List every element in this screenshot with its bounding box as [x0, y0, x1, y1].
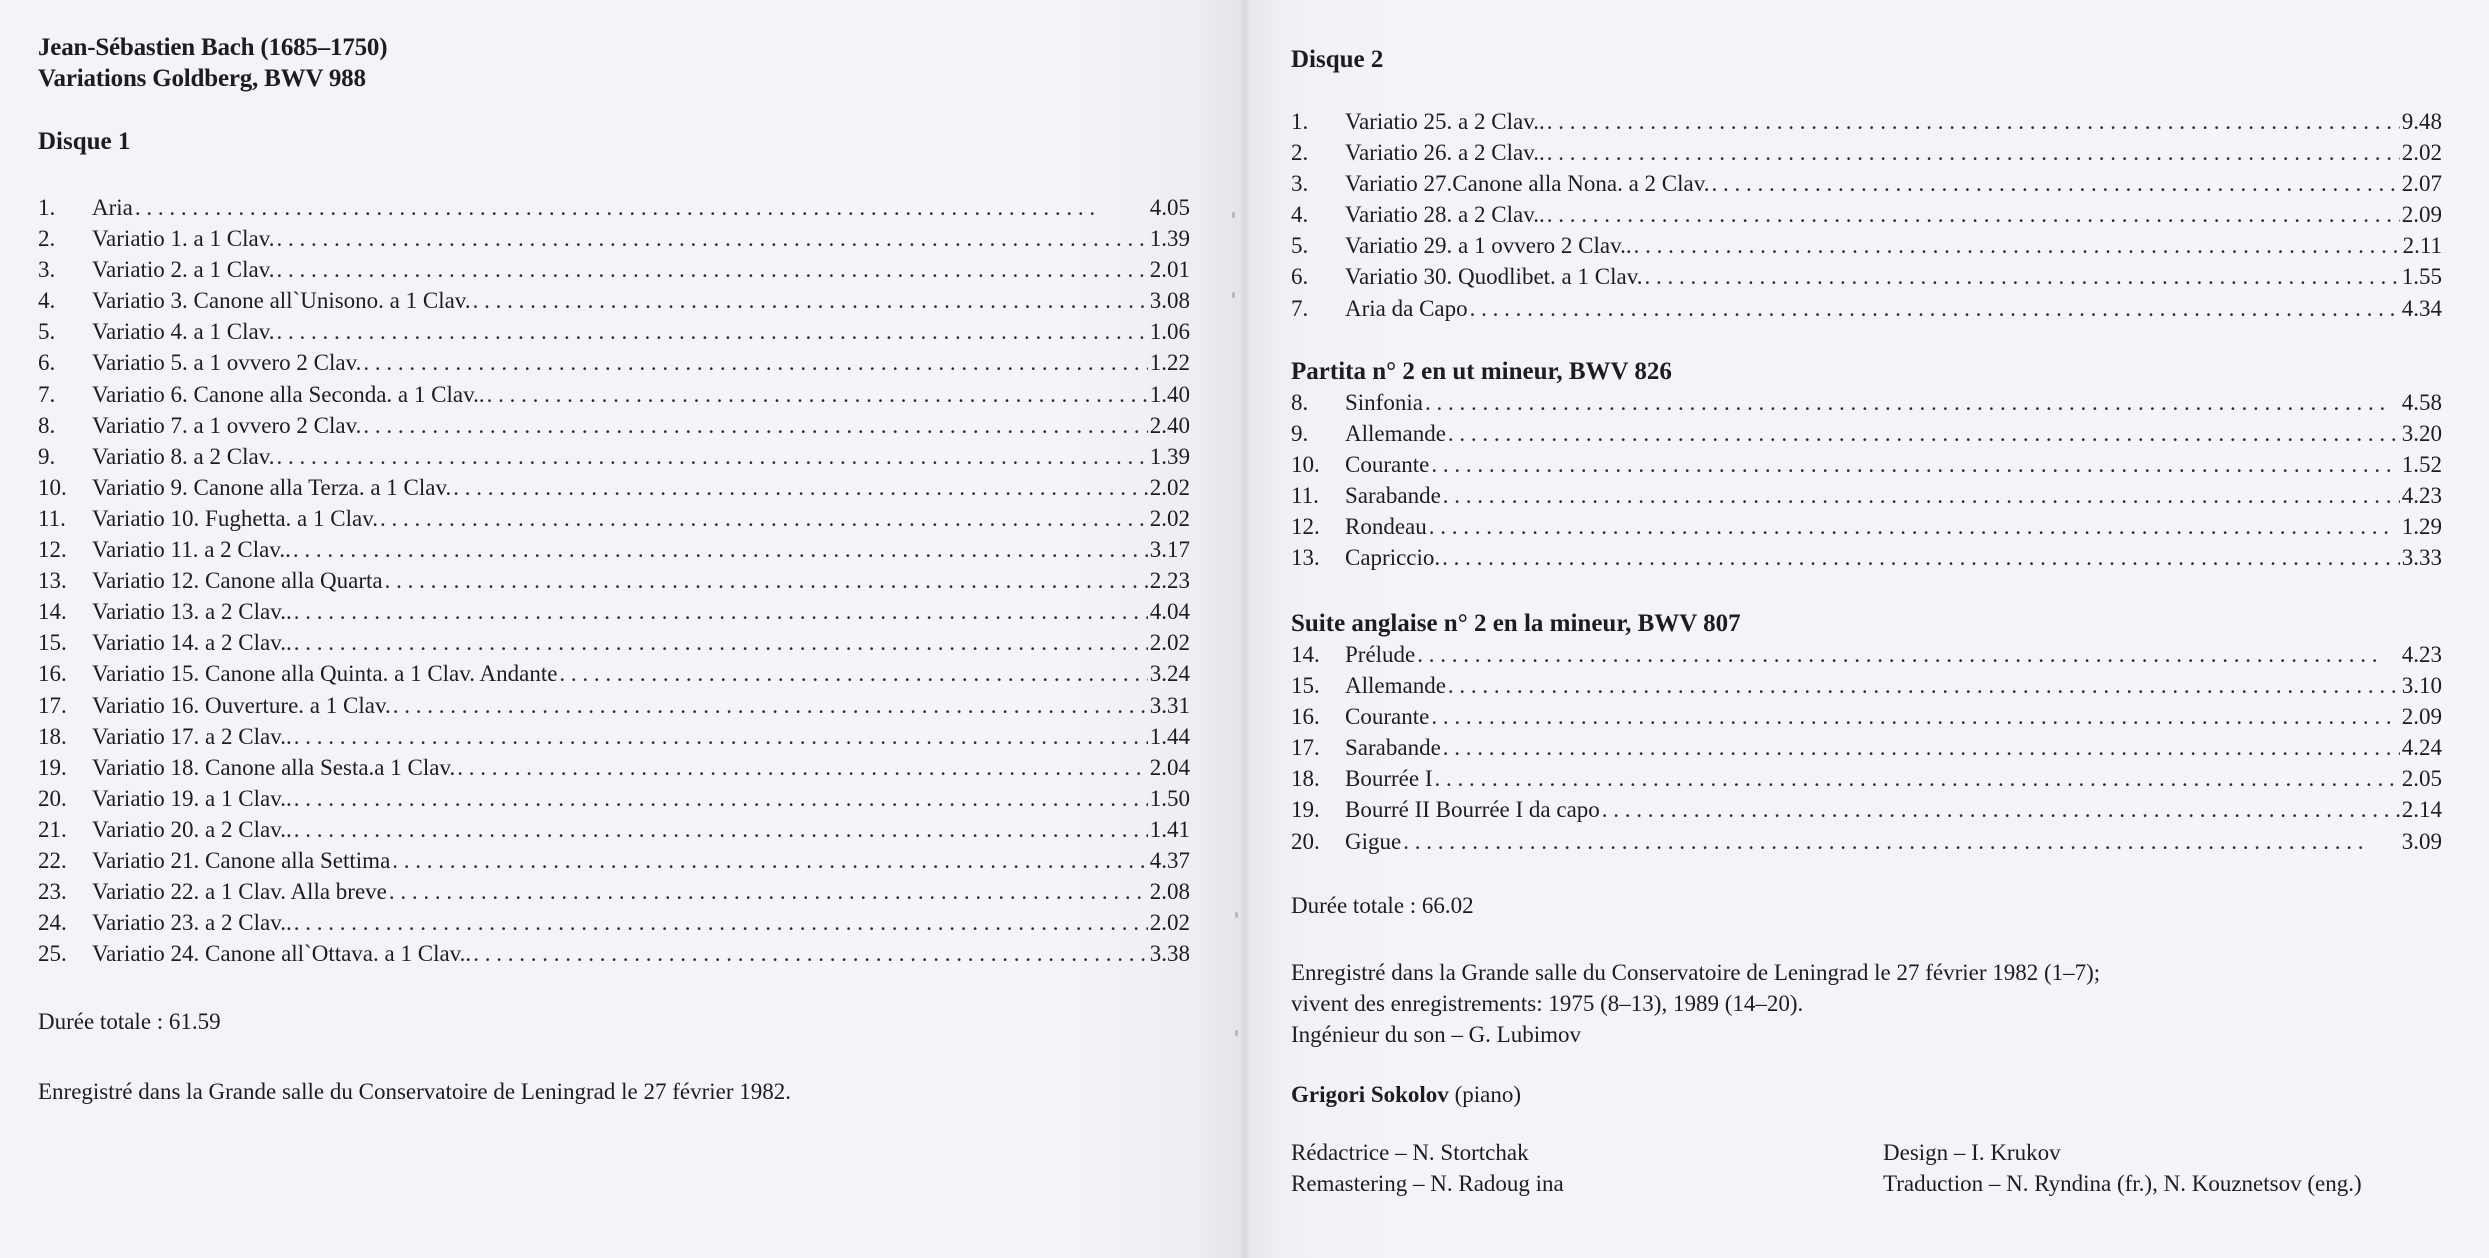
track-title: Variatio 4. a 1 Clav. — [92, 319, 275, 345]
disc-1-tracklist — [38, 192, 1190, 969]
track-number: 3. — [38, 257, 56, 283]
track-duration: 2.02 — [2401, 140, 2442, 166]
track-number: 2. — [1291, 140, 1309, 166]
track-title: Sinfonia — [1345, 390, 1423, 415]
track-title: Variatio 23. a 2 Clav.. — [92, 910, 292, 936]
disc-2-goldberg-tracklist — [1291, 106, 2442, 324]
dot-leader — [1442, 542, 2400, 573]
track-title: Variatio 20. a 2 Clav.. — [92, 816, 292, 842]
track-title: Variatio 17. a 2 Clav.. — [92, 723, 292, 749]
track-row — [38, 410, 1190, 441]
track-duration: 1.44 — [1149, 723, 1190, 749]
dot-leader — [1431, 701, 2399, 732]
track-row — [38, 285, 1190, 316]
track-title: Variatio 15. Canone alla Quinta. a 1 Clav. Andante — [92, 661, 558, 687]
track-row — [38, 938, 1190, 969]
track-title: Bourré II Bourrée I da capo — [1345, 797, 1600, 823]
suite-section — [1291, 608, 2442, 857]
track-duration: 1.06 — [1149, 319, 1190, 345]
dot-leader — [457, 752, 1148, 783]
track-number: 17. — [38, 692, 67, 718]
track-duration: 1.39 — [1149, 443, 1190, 469]
credit-editor: Rédactrice – N. Stortchak — [1291, 1140, 1529, 1165]
track-row — [1291, 763, 2442, 794]
track-duration: 1.40 — [1149, 381, 1190, 407]
track-title: Variatio 16. Ouverture. a 1 Clav. — [92, 692, 391, 718]
track-duration: 3.09 — [2401, 828, 2442, 854]
track-duration: 2.40 — [1149, 412, 1190, 438]
track-number: 3. — [1291, 171, 1309, 197]
track-duration: 3.08 — [1149, 288, 1190, 314]
disc-2-total-duration: Durée totale : 66.02 — [1291, 893, 1474, 918]
credit-remastering: Remastering – N. Radoug ina — [1291, 1171, 1564, 1196]
track-row — [38, 596, 1190, 627]
track-duration: 1.29 — [2401, 514, 2442, 540]
track-duration: 2.05 — [2401, 766, 2442, 792]
track-number: 13. — [1291, 545, 1320, 571]
track-row — [1291, 732, 2442, 763]
track-title: Courante — [1345, 704, 1430, 730]
track-number: 6. — [38, 350, 56, 376]
track-number: 22. — [38, 847, 67, 873]
scan-mark — [1232, 292, 1235, 298]
dot-leader — [1448, 418, 2400, 449]
track-number: 9. — [38, 443, 56, 469]
track-number: 24. — [38, 910, 67, 936]
credits-right — [1883, 1137, 2362, 1199]
track-row — [38, 316, 1190, 347]
track-number: 21. — [38, 816, 67, 842]
track-title: Aria — [92, 195, 133, 220]
dot-leader — [392, 845, 1147, 876]
credits-left — [1291, 1137, 1564, 1199]
disc-1-recording-note: Enregistré dans la Grande salle du Conservatoire de Leningrad le 27 février 1982. — [38, 1079, 791, 1104]
track-row — [38, 472, 1190, 503]
track-number: 25. — [38, 941, 67, 967]
track-row — [38, 192, 1190, 223]
track-title: Variatio 28. a 2 Clav.. — [1345, 202, 1545, 228]
track-number: 6. — [1291, 264, 1309, 290]
dot-leader — [294, 814, 1148, 845]
track-duration: 4.24 — [2401, 735, 2442, 761]
track-number: 16. — [38, 661, 67, 687]
track-title: Variatio 3. Canone all`Unisono. a 1 Clav. — [92, 288, 471, 314]
track-title: Variatio 11. a 2 Clav.. — [92, 537, 291, 563]
track-number: 7. — [1291, 295, 1309, 321]
suite-tracklist — [1291, 639, 2442, 857]
track-row — [38, 752, 1190, 783]
track-title: Variatio 24. Canone all`Ottava. a 1 Clav.. — [92, 941, 472, 967]
track-number: 15. — [38, 630, 67, 656]
track-duration: 3.10 — [2401, 673, 2442, 699]
dot-leader — [1547, 199, 2400, 230]
track-number: 14. — [38, 599, 67, 625]
track-number: 5. — [1291, 233, 1309, 259]
dot-leader — [1644, 261, 2399, 292]
track-title: Variatio 6. Canone alla Seconda. a 1 Clav.. — [92, 381, 485, 407]
track-duration: 4.37 — [1149, 847, 1190, 873]
track-title: Variatio 22. a 1 Clav. Alla breve — [92, 879, 387, 905]
track-title: Variatio 7. a 1 ovvero 2 Clav. — [92, 412, 362, 438]
track-row — [38, 845, 1190, 876]
track-row — [1291, 261, 2442, 292]
track-row — [38, 814, 1190, 845]
performer-line — [1291, 1079, 1521, 1110]
track-number: 5. — [38, 319, 56, 345]
track-row — [38, 658, 1190, 689]
dot-leader — [293, 534, 1148, 565]
track-row — [38, 347, 1190, 378]
track-title: Sarabande — [1345, 735, 1441, 761]
track-row — [1291, 137, 2442, 168]
track-duration: 1.50 — [1149, 785, 1190, 811]
track-row — [1291, 387, 2442, 418]
track-row — [1291, 449, 2442, 480]
track-duration: 4.23 — [2401, 642, 2442, 667]
dot-leader — [294, 596, 1148, 627]
track-row — [38, 721, 1190, 752]
track-row — [1291, 230, 2442, 261]
dot-leader — [1429, 511, 2400, 542]
dot-leader — [1712, 168, 2400, 199]
track-row — [1291, 168, 2442, 199]
track-duration: 2.04 — [1149, 754, 1190, 780]
track-duration: 2.02 — [1149, 910, 1190, 936]
track-title: Variatio 8. a 2 Clav. — [92, 443, 275, 469]
track-row — [1291, 542, 2442, 573]
dot-leader — [385, 565, 1148, 596]
track-row — [38, 254, 1190, 285]
track-duration: 2.23 — [1149, 568, 1190, 594]
track-row — [1291, 106, 2442, 137]
track-duration: 1.41 — [1149, 816, 1190, 842]
track-row — [38, 907, 1190, 938]
track-number: 4. — [1291, 202, 1309, 228]
track-number: 15. — [1291, 673, 1320, 699]
track-number: 12. — [1291, 514, 1320, 540]
performer-name: Grigori Sokolov — [1291, 1082, 1449, 1107]
track-title: Bourrée I — [1345, 766, 1433, 792]
track-title: Variatio 18. Canone alla Sesta.a 1 Clav. — [92, 754, 456, 780]
track-duration: 4.04 — [1149, 599, 1190, 625]
partita-section — [1291, 356, 2442, 574]
track-duration: 2.08 — [1149, 879, 1190, 905]
track-duration: 2.14 — [2401, 797, 2442, 823]
scan-mark — [1235, 1030, 1238, 1036]
track-duration: 1.55 — [2401, 264, 2442, 290]
track-number: 20. — [38, 785, 67, 811]
track-duration: 2.02 — [1149, 474, 1190, 500]
track-title: Variatio 29. a 1 ovvero 2 Clav.. — [1345, 233, 1632, 259]
track-duration: 2.09 — [2401, 704, 2442, 730]
track-title: Variatio 2. a 1 Clav. — [92, 257, 275, 283]
dot-leader — [294, 627, 1148, 658]
track-title: Allemande — [1345, 421, 1446, 447]
dot-leader — [1425, 387, 2400, 418]
dot-leader — [363, 410, 1147, 441]
dot-leader — [1417, 639, 2399, 670]
dot-leader — [276, 254, 1147, 285]
track-duration: 4.58 — [2401, 390, 2442, 415]
track-title: Variatio 30. Quodlibet. a 1 Clav. — [1345, 264, 1643, 290]
track-title: Variatio 19. a 1 Clav.. — [92, 785, 292, 811]
dot-leader — [276, 316, 1147, 347]
track-title: Variatio 26. a 2 Clav.. — [1345, 140, 1545, 166]
dot-leader — [1443, 732, 2400, 763]
right-page — [1245, 0, 2489, 1258]
dot-leader — [453, 472, 1148, 503]
track-row — [38, 223, 1190, 254]
track-row — [1291, 670, 2442, 701]
track-number: 16. — [1291, 704, 1320, 730]
track-duration: 4.23 — [2401, 483, 2442, 509]
dot-leader — [1435, 763, 2400, 794]
track-row — [38, 627, 1190, 658]
track-row — [1291, 639, 2442, 670]
dot-leader — [1547, 137, 2400, 168]
track-title: Rondeau — [1345, 514, 1427, 540]
track-duration: 2.09 — [2401, 202, 2442, 228]
track-duration: 1.22 — [1149, 350, 1190, 376]
dot-leader — [473, 285, 1148, 316]
partita-title: Partita n° 2 en ut mineur, BWV 826 — [1291, 358, 1672, 385]
suite-title: Suite anglaise n° 2 en la mineur, BWV 807 — [1291, 610, 1741, 637]
track-number: 10. — [38, 474, 67, 500]
track-title: Gigue — [1345, 828, 1402, 854]
credit-translation: Traduction – N. Ryndina (fr.), N. Kouznetsov (eng.) — [1883, 1171, 2362, 1196]
dot-leader — [473, 938, 1148, 969]
dot-leader — [559, 658, 1147, 689]
track-row — [38, 379, 1190, 410]
dot-leader — [276, 223, 1147, 254]
track-row — [38, 441, 1190, 472]
track-title: Courante — [1345, 452, 1430, 478]
disc-1-title: Disque 1 — [38, 128, 131, 155]
partita-tracklist — [1291, 387, 2442, 574]
track-row — [1291, 418, 2442, 449]
track-number: 4. — [38, 288, 56, 314]
track-number: 2. — [38, 226, 56, 252]
track-duration: 3.24 — [1149, 661, 1190, 687]
track-number: 9. — [1291, 421, 1309, 447]
track-duration: 9.48 — [2401, 109, 2442, 134]
dot-leader — [294, 721, 1148, 752]
track-row — [38, 783, 1190, 814]
track-number: 1. — [1291, 109, 1309, 134]
recording-line-2: vivent des enregistrements: 1975 (8–13), 1989 (14–20). — [1291, 991, 1804, 1016]
track-title: Variatio 27.Canone alla Nona. a 2 Clav. — [1345, 171, 1710, 197]
track-title: Variatio 9. Canone alla Terza. a 1 Clav. — [92, 474, 452, 500]
dot-leader — [294, 907, 1148, 938]
track-duration: 4.34 — [2401, 295, 2442, 321]
track-row — [1291, 199, 2442, 230]
track-duration: 2.02 — [1149, 630, 1190, 656]
track-number: 18. — [1291, 766, 1320, 792]
dot-leader — [276, 441, 1147, 472]
track-duration: 3.38 — [1149, 941, 1190, 967]
dot-leader — [487, 379, 1148, 410]
track-number: 12. — [38, 537, 67, 563]
track-row — [38, 534, 1190, 565]
track-number: 8. — [38, 412, 56, 438]
track-number: 1. — [38, 195, 56, 220]
booklet-spine — [1240, 0, 1250, 1258]
dot-leader — [1403, 826, 2400, 857]
track-number: 19. — [38, 754, 67, 780]
track-row — [1291, 511, 2442, 542]
track-number: 20. — [1291, 828, 1320, 854]
track-number: 19. — [1291, 797, 1320, 823]
track-duration: 1.52 — [2401, 452, 2442, 478]
track-duration: 2.01 — [1149, 257, 1190, 283]
track-row — [1291, 701, 2442, 732]
track-number: 18. — [38, 723, 67, 749]
dot-leader — [1470, 293, 2400, 324]
track-duration: 3.17 — [1149, 537, 1190, 563]
track-row — [38, 876, 1190, 907]
disc-1-total-duration: Durée totale : 61.59 — [38, 1009, 221, 1034]
sound-engineer: Ingénieur du son – G. Lubimov — [1291, 1022, 1582, 1047]
track-row — [1291, 480, 2442, 511]
track-number: 14. — [1291, 642, 1320, 667]
scan-mark — [1235, 912, 1238, 918]
dot-leader — [1547, 106, 2400, 137]
track-duration: 3.33 — [2401, 545, 2442, 571]
recording-line-1: Enregistré dans la Grande salle du Conservatoire de Leningrad le 27 février 1982 (1–7); — [1291, 960, 2101, 985]
track-number: 7. — [38, 381, 56, 407]
track-duration: 3.31 — [1149, 692, 1190, 718]
track-title: Variatio 25. a 2 Clav.. — [1345, 109, 1545, 134]
track-title: Variatio 12. Canone alla Quarta — [92, 568, 383, 594]
disc-2-title: Disque 2 — [1291, 46, 1384, 73]
track-row — [38, 690, 1190, 721]
track-title: Variatio 1. a 1 Clav. — [92, 226, 275, 252]
scan-mark — [1232, 212, 1235, 218]
track-duration: 2.02 — [1149, 505, 1190, 531]
track-title: Prélude — [1345, 642, 1416, 667]
dot-leader — [1448, 670, 2400, 701]
track-title: Variatio 14. a 2 Clav.. — [92, 630, 292, 656]
track-title: Allemande — [1345, 673, 1446, 699]
track-number: 23. — [38, 879, 67, 905]
credit-design: Design – I. Krukov — [1883, 1140, 2061, 1165]
track-title: Variatio 10. Fughetta. a 1 Clav. — [92, 505, 378, 531]
track-duration: 2.11 — [2402, 233, 2442, 259]
track-title: Capriccio. — [1345, 545, 1441, 571]
work-heading — [38, 32, 387, 94]
dot-leader — [363, 347, 1147, 378]
track-number: 11. — [38, 505, 66, 531]
dot-leader — [1443, 480, 2400, 511]
track-duration: 1.39 — [1149, 226, 1190, 252]
track-duration: 2.07 — [2401, 171, 2442, 197]
performer-instrument: (piano) — [1454, 1082, 1521, 1107]
dot-leader — [380, 503, 1148, 534]
dot-leader — [135, 192, 1148, 223]
dot-leader — [1602, 794, 2400, 825]
track-number: 8. — [1291, 390, 1309, 415]
track-title: Variatio 21. Canone alla Settima — [92, 847, 391, 873]
track-row — [1291, 794, 2442, 825]
dot-leader — [1431, 449, 2399, 480]
track-row — [38, 503, 1190, 534]
track-number: 11. — [1291, 483, 1319, 509]
track-title: Variatio 5. a 1 ovvero 2 Clav. — [92, 350, 362, 376]
recording-info — [1291, 957, 2100, 1050]
track-title: Variatio 13. a 2 Clav.. — [92, 599, 292, 625]
composer-title: Jean-Sébastien Bach (1685–1750) — [38, 34, 388, 61]
track-row — [1291, 293, 2442, 324]
dot-leader — [393, 690, 1148, 721]
track-number: 10. — [1291, 452, 1320, 478]
track-row — [1291, 826, 2442, 857]
track-title: Sarabande — [1345, 483, 1441, 509]
track-number: 13. — [38, 568, 67, 594]
track-duration: 4.05 — [1149, 195, 1190, 220]
dot-leader — [1634, 230, 2401, 261]
track-number: 17. — [1291, 735, 1320, 761]
dot-leader — [389, 876, 1148, 907]
track-row — [38, 565, 1190, 596]
work-title: Variations Goldberg, BWV 988 — [38, 65, 366, 92]
dot-leader — [294, 783, 1148, 814]
track-duration: 3.20 — [2401, 421, 2442, 447]
track-title: Aria da Capo — [1345, 295, 1468, 321]
